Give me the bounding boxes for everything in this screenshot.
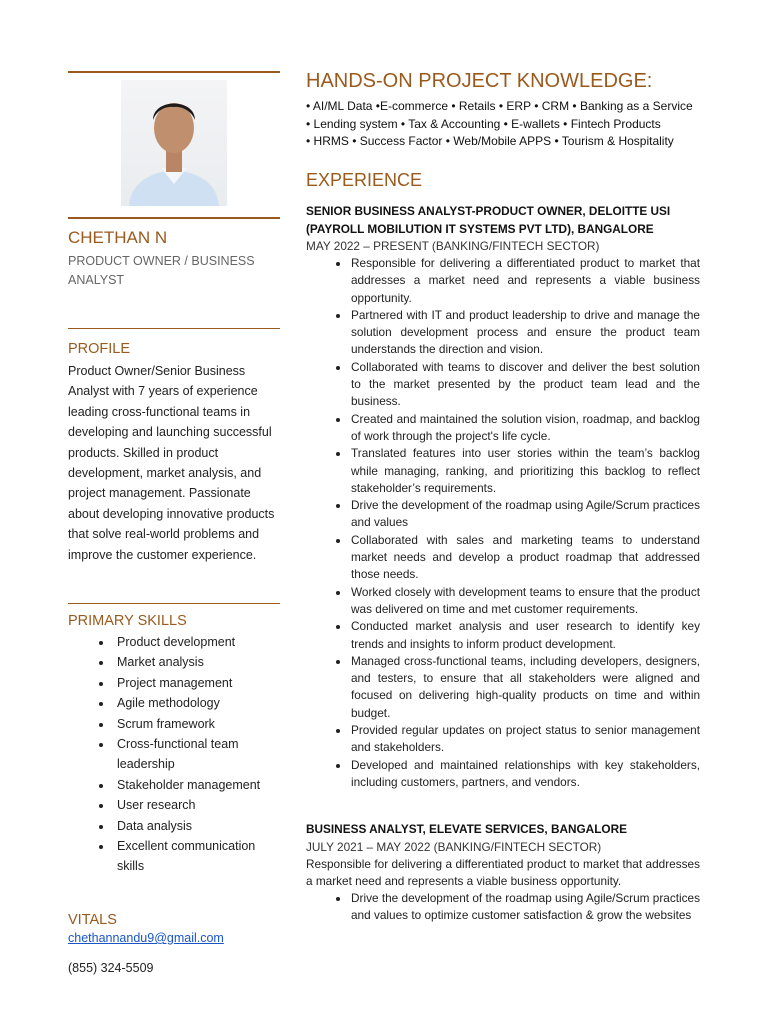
skill-item: • Project management	[113, 673, 283, 693]
skill-item: • Agile methodology	[113, 693, 283, 713]
knowledge-tags	[306, 98, 700, 151]
duty-item: • Collaborated with sales and marketing teams to understand market needs and develop a product roadmap that addressed those needs.	[350, 532, 700, 584]
duty-item: • Translated features into user stories within the team’s backlog while managing, ranking, and prioritizing this backlog to reflect stakeholder’s requirements.	[350, 445, 700, 497]
job-title: BUSINESS ANALYST, ELEVATE SERVICES, BANGALORE	[306, 822, 627, 836]
duty-item: • Conducted market analysis and user research to identify key trends and insights to inform product development.	[350, 618, 700, 653]
duty-item: • Drive the development of the roadmap using Agile/Scrum practices and values to optimize customer satisfaction & grow the websites	[350, 890, 700, 925]
skill-item: • Stakeholder management	[113, 775, 283, 795]
job-title: SENIOR BUSINESS ANALYST-PRODUCT OWNER, DELOITTE USI (PAYROLL MOBILUTION IT SYSTEMS PVT LTD), BANGALORE	[306, 204, 671, 236]
job-summary: Responsible for delivering a differentiated product to market that addresses a market need and represents a viable business opportunity.	[306, 856, 700, 888]
role-divider	[68, 328, 280, 329]
knowledge-line: • Lending system • Tax & Accounting • E-wallets • Fintech Products	[306, 116, 661, 131]
job-date: JULY 2021 – MAY 2022 (BANKING/FINTECH SECTOR)	[306, 839, 602, 854]
skill-item: • User research	[113, 795, 283, 815]
knowledge-line: • HRMS • Success Factor • Web/Mobile APPS • Tourism & Hospitality	[306, 134, 674, 148]
duty-list	[306, 890, 700, 925]
skill-item: • Excellent communication skills	[113, 836, 283, 877]
experience-heading: EXPERIENCE	[306, 170, 423, 190]
candidate-role: PRODUCT OWNER / BUSINESS ANALYST	[68, 254, 255, 287]
profile-heading: PROFILE	[68, 341, 131, 357]
candidate-name: CHETHAN N	[68, 228, 168, 247]
duty-list	[306, 255, 700, 791]
duty-item: • Worked closely with development teams to ensure that the product was delivered on time and met customer requirements.	[350, 584, 700, 619]
name-divider	[68, 217, 280, 219]
top-divider	[68, 71, 280, 73]
profile-photo	[121, 80, 227, 206]
skills-heading: PRIMARY SKILLS	[68, 613, 187, 629]
duty-item: • Created and maintained the solution vision, roadmap, and backlog of work through the project's life cycle.	[350, 411, 700, 446]
email-link[interactable]: chethannandu9@gmail.com	[68, 931, 224, 945]
skill-item: • Cross-functional team leadership	[113, 734, 283, 775]
job-date: MAY 2022 – PRESENT (BANKING/FINTECH SECTOR)	[306, 239, 600, 253]
duty-item: • Collaborated with teams to discover and deliver the best solution to the market presented by the product team lead and the business.	[350, 359, 700, 411]
duty-item: • Partnered with IT and product leadership to drive and manage the solution development process and ensure the product team understands the direction and vision.	[350, 307, 700, 359]
duty-item: • Provided regular updates on project status to senior management and stakeholders.	[350, 722, 700, 757]
skills-list	[68, 632, 283, 877]
profile-text: Product Owner/Senior Business Analyst with 7 years of experience leading cross-functional teams in developing and launching successful products. Skilled in product development, market analysis, and project management. Passionate about developing innovative products that solve real-world problems and improve the customer experience.	[68, 364, 275, 562]
duty-item: • Developed and maintained relationships with key stakeholders, including customers, partners, and vendors.	[350, 757, 700, 792]
knowledge-line: • AI/ML Data •E-commerce • Retails • ERP • CRM • Banking as a Service	[306, 99, 693, 113]
phone-number: (855) 324-5509	[68, 961, 154, 975]
skill-item: • Scrum framework	[113, 714, 283, 734]
job-senior-ba	[306, 203, 700, 791]
skill-item: • Data analysis	[113, 816, 283, 836]
job-business-analyst	[306, 821, 700, 925]
skill-item: • Product development	[113, 632, 283, 652]
knowledge-heading: HANDS-ON PROJECT KNOWLEDGE:	[306, 70, 653, 92]
skill-item: • Market analysis	[113, 652, 283, 672]
duty-item: • Managed cross-functional teams, including developers, designers, and testers, to ensure that all stakeholders were aligned and focused on delivering high-quality products on time and within budget.	[350, 653, 700, 722]
duty-item: • Drive the development of the roadmap using Agile/Scrum practices and values	[350, 497, 700, 532]
vitals-heading: VITALS	[68, 912, 117, 928]
duty-item: • Responsible for delivering a differentiated product to market that addresses a market need and represents a viable business opportunity.	[350, 255, 700, 307]
profile-divider	[68, 603, 280, 604]
